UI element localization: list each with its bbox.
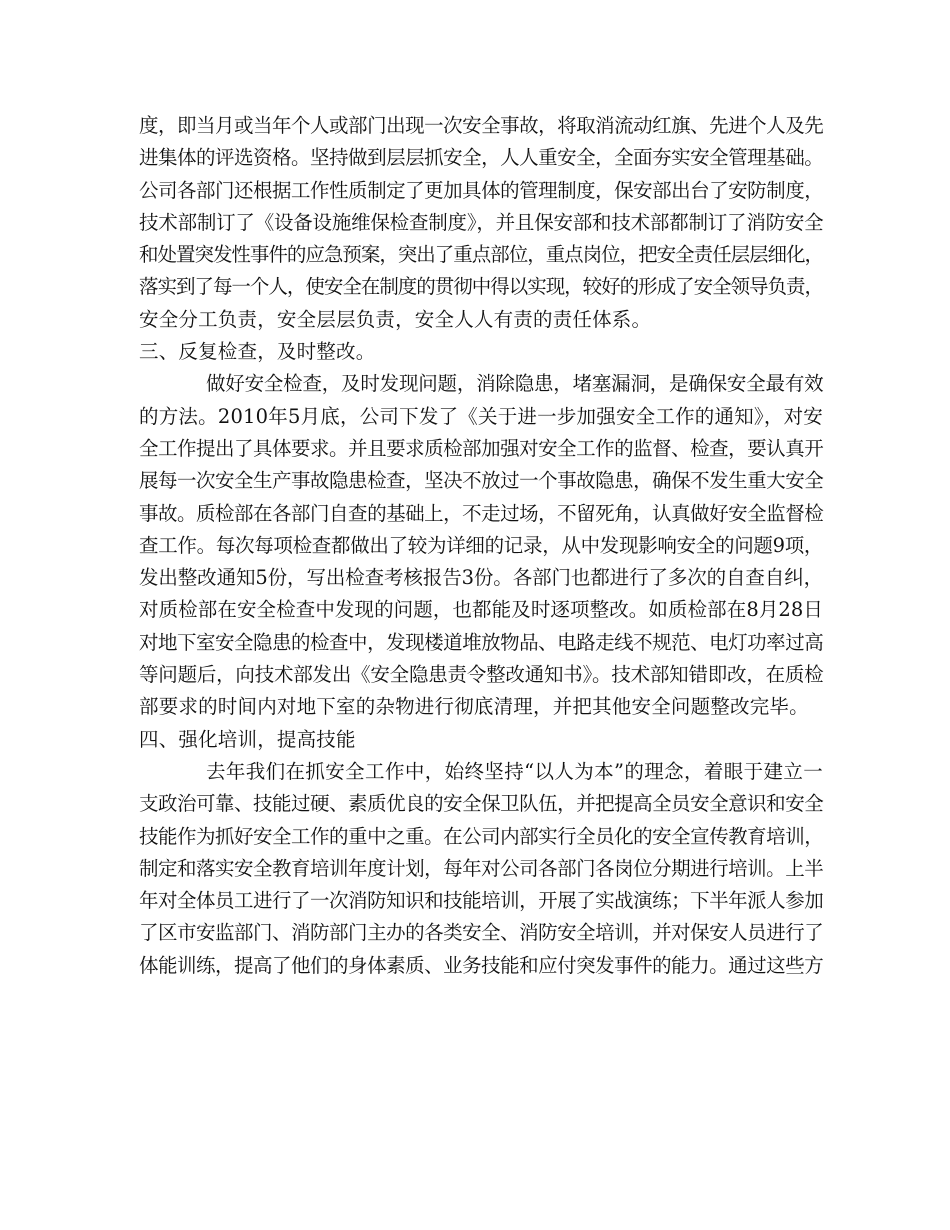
- paragraph-line: 体能训练，提高了他们的身体素质、业务技能和应付突发事件的能力。通过这些方: [139, 953, 824, 977]
- paragraph-line: 度，即当月或当年个人或部门出现一次安全事故，将取消流动红旗、先进个人及先: [139, 114, 824, 137]
- paragraph-line: 全工作提出了具体要求。并且要求质检部加强对安全工作的监督、检查，要认真开: [139, 436, 824, 460]
- paragraph-line: 年对全体员工进行了一次消防知识和技能培训，开展了实战演练；下半年派人参加: [139, 889, 824, 913]
- paragraph-line: 支政治可靠、技能过硬、素质优良的安全保卫队伍，并把提高全员安全意识和安全: [139, 792, 824, 816]
- paragraph-line: 技能作为抓好安全工作的重中之重。在公司内部实行全员化的安全宣传教育培训，: [139, 824, 824, 848]
- paragraph-line: 了区市安监部门、消防部门主办的各类安全、消防安全培训，并对保安人员进行了: [139, 921, 824, 945]
- paragraph-line: 发出整改通知5份，写出检查考核报告3份。各部门也都进行了多次的自查自纠，: [139, 566, 824, 590]
- paragraph-line: 和处置突发性事件的应急预案，突出了重点部位，重点岗位，把安全责任层层细化，: [139, 243, 823, 267]
- paragraph-line: 技术部制订了《设备设施维保检查制度》，并且保安部和技术部都制订了消防安全: [139, 210, 824, 234]
- paragraph-line: 的方法。2010年5月底，公司下发了《关于进一步加强安全工作的通知》，对安: [139, 404, 823, 428]
- paragraph-line: 展每一次安全生产事故隐患检查，坚决不放过一个事故隐患，确保不发生重大安全: [139, 469, 824, 493]
- paragraph-line: 去年我们在抓安全工作中，始终坚持“以人为本”的理念，着眼于建立一: [206, 759, 823, 783]
- paragraph-line: 部要求的时间内对地下室的杂物进行彻底清理，并把其他安全问题整改完毕。: [139, 695, 809, 719]
- paragraph-line: 进集体的评选资格。坚持做到层层抓安全，人人重安全，全面夯实安全管理基础。: [139, 146, 824, 170]
- section-heading: 三、反复检查，及时整改。: [139, 340, 376, 364]
- paragraph-line: 安全分工负责，安全层层负责，安全人人有责的责任体系。: [139, 307, 652, 331]
- paragraph-line: 做好安全检查，及时发现问题，消除隐患，堵塞漏洞，是确保安全最有效: [206, 372, 824, 396]
- paragraph-line: 等问题后，向技术部发出《安全隐患责令整改通知书》。技术部知错即改，在质检: [139, 663, 824, 687]
- document-page: [139, 110, 823, 982]
- paragraph-line: 对地下室安全隐患的检查中，发现楼道堆放物品、电路走线不规范、电灯功率过高: [139, 630, 824, 654]
- paragraph-line: 查工作。每次每项检查都做出了较为详细的记录，从中发现影响安全的问题9项，: [139, 533, 824, 557]
- section-heading: 四、强化培训，提高技能: [139, 727, 356, 751]
- paragraph-line: 制定和落实安全教育培训年度计划，每年对公司各部门各岗位分期进行培训。上半: [139, 856, 824, 880]
- paragraph-line: 对质检部在安全检查中发现的问题，也都能及时逐项整改。如质检部在8月28日: [139, 598, 823, 622]
- paragraph-line: 公司各部门还根据工作性质制定了更加具体的管理制度，保安部出台了安防制度，: [139, 178, 824, 202]
- paragraph-line: 落实到了每一个人，使安全在制度的贯彻中得以实现，较好的形成了安全领导负责，: [139, 275, 823, 299]
- paragraph-line: 事故。质检部在各部门自查的基础上，不走过场，不留死角，认真做好安全监督检: [139, 501, 824, 525]
